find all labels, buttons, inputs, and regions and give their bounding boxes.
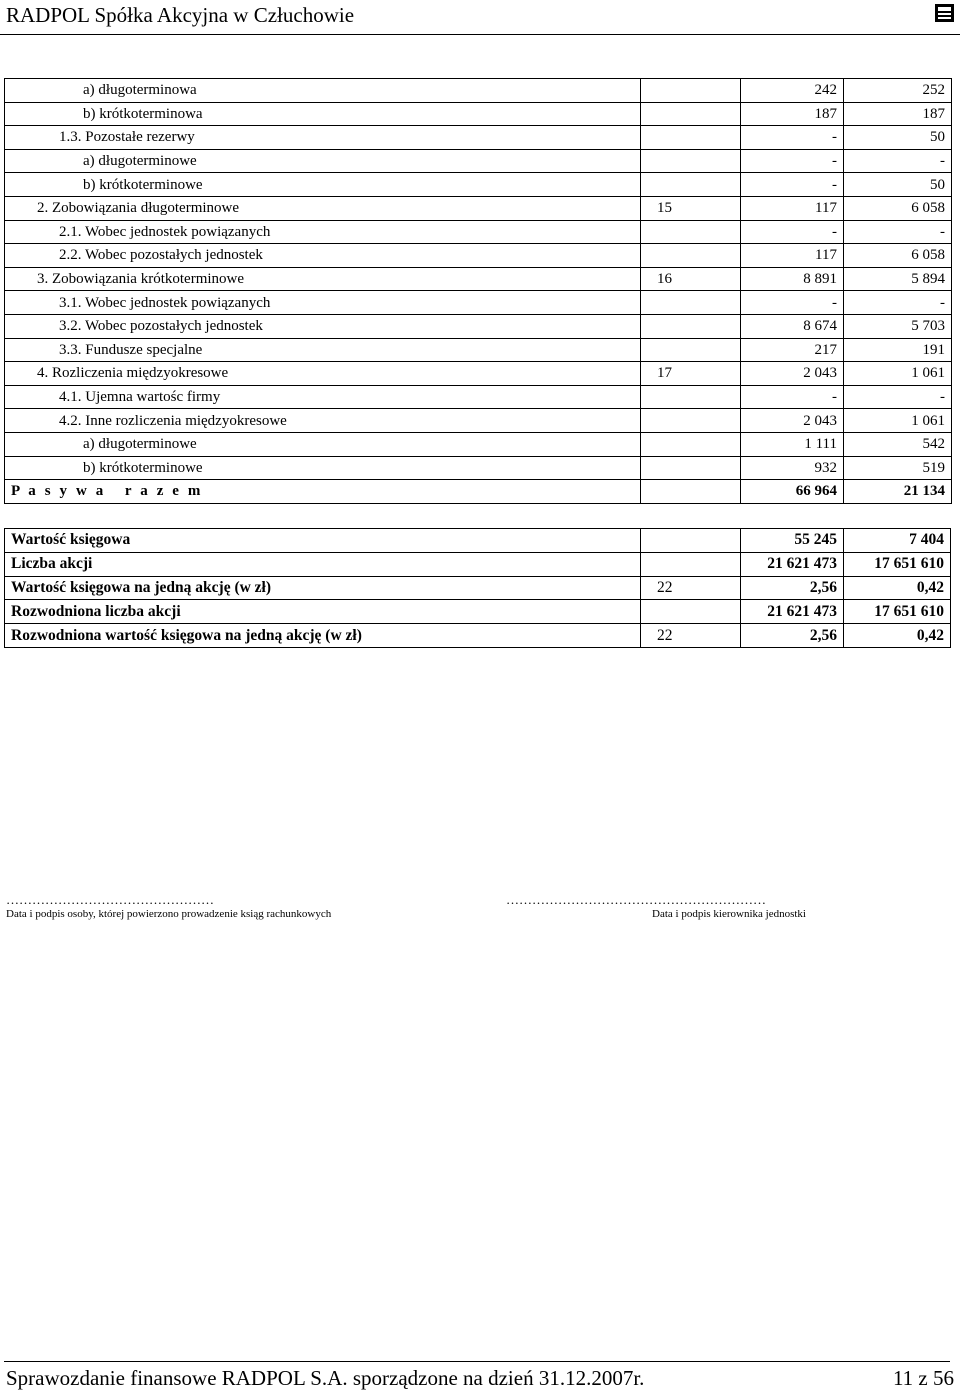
value-previous-year: 7 404 <box>844 529 951 553</box>
row-note: 17 <box>641 362 741 386</box>
value-previous-year: 17 651 610 <box>844 600 951 624</box>
row-note <box>641 552 741 576</box>
signature-caption-accountant: Data i podpis osoby, której powierzono prowadzenie ksiąg rachunkowych <box>6 908 332 920</box>
footer-divider <box>4 1361 950 1362</box>
value-previous-year: - <box>844 385 952 409</box>
value-previous-year: 6 058 <box>844 244 952 268</box>
value-current-year: 1 111 <box>741 432 844 456</box>
value-current-year: 2 043 <box>741 409 844 433</box>
book-value-table <box>4 528 951 648</box>
table-row <box>5 552 951 576</box>
value-current-year: 242 <box>741 79 844 103</box>
row-note <box>641 338 741 362</box>
row-label: 2.1. Wobec jednostek powiązanych <box>5 220 641 244</box>
value-previous-year: 0,42 <box>844 576 951 600</box>
row-note <box>641 102 741 126</box>
row-note: 22 <box>641 624 741 648</box>
table-row <box>5 338 952 362</box>
company-logo-icon <box>935 4 954 22</box>
value-current-year: 932 <box>741 456 844 480</box>
table-row <box>5 244 952 268</box>
value-previous-year: 191 <box>844 338 952 362</box>
value-current-year: - <box>741 291 844 315</box>
row-note: 16 <box>641 267 741 291</box>
row-note: 22 <box>641 576 741 600</box>
table-row <box>5 149 952 173</box>
row-label: Rozwodniona liczba akcji <box>5 600 641 624</box>
value-current-year: - <box>741 385 844 409</box>
row-label: a) długoterminowe <box>5 149 641 173</box>
table-row <box>5 456 952 480</box>
value-current-year: - <box>741 149 844 173</box>
footer-report-title: Sprawozdanie finansowe RADPOL S.A. sporządzone na dzień 31.12.2007r. <box>6 1366 645 1390</box>
value-current-year: 55 245 <box>741 529 844 553</box>
row-note <box>641 432 741 456</box>
table-row <box>5 314 952 338</box>
value-previous-year: 1 061 <box>844 409 952 433</box>
row-note <box>641 79 741 103</box>
value-previous-year: 0,42 <box>844 624 951 648</box>
row-label: 3.1. Wobec jednostek powiązanych <box>5 291 641 315</box>
value-previous-year: - <box>844 220 952 244</box>
row-label: 4.1. Ujemna wartośc firmy <box>5 385 641 409</box>
row-label: 3.3. Fundusze specjalne <box>5 338 641 362</box>
value-current-year: 2,56 <box>741 576 844 600</box>
row-label: b) krótkoterminowe <box>5 456 641 480</box>
total-row <box>5 480 952 504</box>
row-note <box>641 244 741 268</box>
row-note <box>641 126 741 150</box>
table-row <box>5 409 952 433</box>
value-current-year: - <box>741 220 844 244</box>
row-label: 1.3. Pozostałe rezerwy <box>5 126 641 150</box>
row-note <box>641 385 741 409</box>
table-row <box>5 102 952 126</box>
document-title: RADPOL Spółka Akcyjna w Człuchowie <box>6 3 355 27</box>
total-label: P a s y w a r a z e m <box>5 480 641 504</box>
total-previous-year: 21 134 <box>844 480 952 504</box>
table-row <box>5 79 952 103</box>
row-note <box>641 409 741 433</box>
row-label: b) krótkoterminowe <box>5 173 641 197</box>
row-label: a) długoterminowa <box>5 79 641 103</box>
signature-line-manager: …………………………………………………… <box>506 892 766 907</box>
value-current-year: - <box>741 126 844 150</box>
value-previous-year: 519 <box>844 456 952 480</box>
value-current-year: 187 <box>741 102 844 126</box>
value-previous-year: 5 894 <box>844 267 952 291</box>
table-row <box>5 126 952 150</box>
row-label: 2.2. Wobec pozostałych jednostek <box>5 244 641 268</box>
row-label: 4. Rozliczenia międzyokresowe <box>5 362 641 386</box>
row-label: 3.2. Wobec pozostałych jednostek <box>5 314 641 338</box>
value-current-year: 217 <box>741 338 844 362</box>
value-previous-year: 50 <box>844 126 952 150</box>
row-note <box>641 480 741 504</box>
page-header <box>0 0 960 35</box>
value-previous-year: 542 <box>844 432 952 456</box>
page-number: 11 z 56 <box>892 1366 954 1390</box>
signature-caption-manager: Data i podpis kierownika jednostki <box>652 908 806 920</box>
value-previous-year: 6 058 <box>844 196 952 220</box>
table-row <box>5 432 952 456</box>
value-previous-year: 1 061 <box>844 362 952 386</box>
row-note <box>641 529 741 553</box>
value-current-year: 117 <box>741 244 844 268</box>
table-row <box>5 385 952 409</box>
table-row <box>5 173 952 197</box>
value-current-year: 8 674 <box>741 314 844 338</box>
balance-table-body <box>5 79 952 504</box>
row-label: Rozwodniona wartość księgowa na jedną akcję (w zł) <box>5 624 641 648</box>
value-previous-year: 187 <box>844 102 952 126</box>
balance-liabilities-table <box>4 78 952 504</box>
value-current-year: - <box>741 173 844 197</box>
row-label: Wartość księgowa na jedną akcję (w zł) <box>5 576 641 600</box>
value-previous-year: 17 651 610 <box>844 552 951 576</box>
row-note <box>641 600 741 624</box>
value-current-year: 21 621 473 <box>741 600 844 624</box>
row-label: Liczba akcji <box>5 552 641 576</box>
table-row <box>5 362 952 386</box>
row-note: 15 <box>641 196 741 220</box>
row-label: 2. Zobowiązania długoterminowe <box>5 196 641 220</box>
row-label: Wartość księgowa <box>5 529 641 553</box>
value-current-year: 21 621 473 <box>741 552 844 576</box>
row-note <box>641 220 741 244</box>
table-row <box>5 220 952 244</box>
table-row <box>5 196 952 220</box>
value-previous-year: 252 <box>844 79 952 103</box>
value-previous-year: 50 <box>844 173 952 197</box>
table-row <box>5 600 951 624</box>
row-label: b) krótkoterminowa <box>5 102 641 126</box>
row-note <box>641 314 741 338</box>
value-current-year: 8 891 <box>741 267 844 291</box>
value-current-year: 2 043 <box>741 362 844 386</box>
row-label: 3. Zobowiązania krótkoterminowe <box>5 267 641 291</box>
table-row <box>5 291 952 315</box>
value-previous-year: - <box>844 291 952 315</box>
table-row <box>5 267 952 291</box>
signature-line-accountant: ………………………………………… <box>6 892 214 907</box>
table-row <box>5 576 951 600</box>
value-previous-year: 5 703 <box>844 314 952 338</box>
book-value-table-body <box>5 529 951 648</box>
total-current-year: 66 964 <box>741 480 844 504</box>
row-label: 4.2. Inne rozliczenia międzyokresowe <box>5 409 641 433</box>
value-current-year: 117 <box>741 196 844 220</box>
value-previous-year: - <box>844 149 952 173</box>
row-note <box>641 149 741 173</box>
value-current-year: 2,56 <box>741 624 844 648</box>
table-row <box>5 529 951 553</box>
row-note <box>641 291 741 315</box>
row-note <box>641 456 741 480</box>
table-row <box>5 624 951 648</box>
row-label: a) długoterminowe <box>5 432 641 456</box>
row-note <box>641 173 741 197</box>
